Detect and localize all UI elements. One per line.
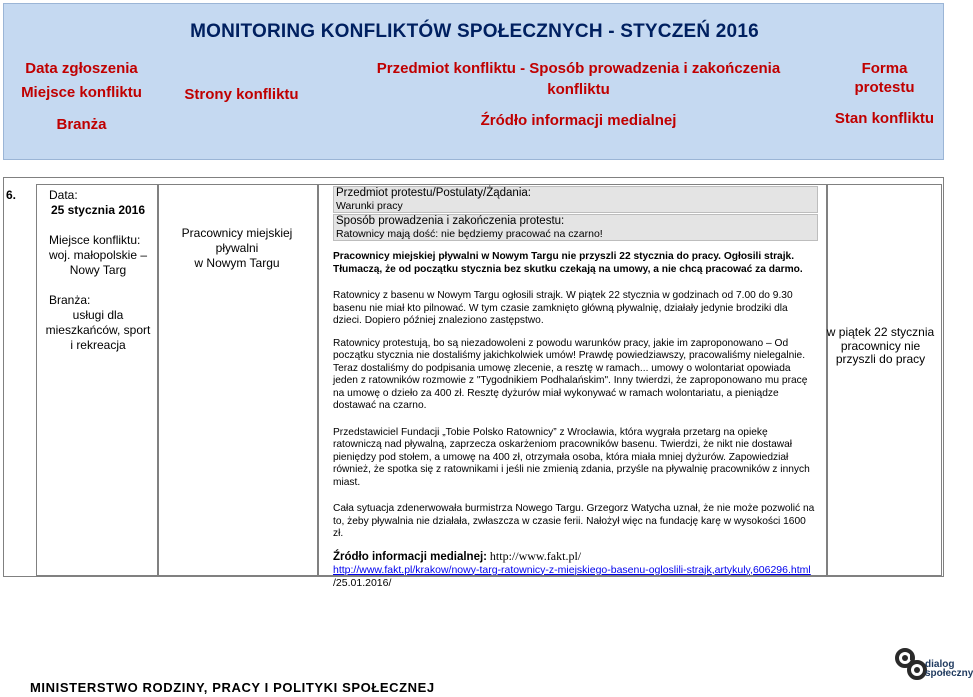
dialog-spoleczny-logo xyxy=(893,646,973,692)
ministry-footer: MINISTERSTWO RODZINY, PRACY I POLITYKI SPOŁECZNEJ xyxy=(30,680,435,695)
method-value: Ratownicy mają dość: nie będziemy pracować na czarno! xyxy=(336,228,603,240)
lead-paragraph: Pracownicy miejskiej pływalni w Nowym Targu nie przyszli 22 stycznia do pracy. Ogłosili strajk. Tłumaczą, że od początku stycznia bez skutku czekają na umowy, a nie chcą pracować za darmo. xyxy=(333,251,803,275)
source-date: /25.01.2016/ xyxy=(333,576,392,589)
body-paragraph-4: Cała sytuacja zdenerwowała burmistrza Nowego Targu. Grzegorz Watycha uznał, że nie może pozwolić na to, żeby pływalnia nie działała, zwłaszcza w czasie ferii. Nałożył więc na fundację karę w wysokości 1600 zł. xyxy=(333,503,815,539)
source-link[interactable]: http://www.fakt.pl/krakow/nowy-targ-ratownicy-z-miejskiego-basenu-ogloslili-strajk,artykuly,606296.html xyxy=(333,563,811,576)
form-line: w piątek 22 stycznia xyxy=(826,325,935,339)
row-number: 6. xyxy=(6,188,17,202)
table-header xyxy=(3,3,944,160)
form-line: pracownicy nie xyxy=(840,338,921,353)
logo-line: dialog xyxy=(925,659,955,670)
subject-content xyxy=(333,186,818,590)
header-form-line2: protestu xyxy=(854,79,915,96)
subject-header: Przedmiot protestu/Postulaty/Żądania: xyxy=(336,187,531,199)
header-source-label: Źródło informacji medialnej xyxy=(480,112,677,129)
source-block xyxy=(333,550,818,590)
method-header: Sposób prowadzenia i zakończenia protestu: xyxy=(336,215,565,227)
header-status-label: Stan konfliktu xyxy=(834,110,935,127)
page-title: MONITORING KONFLIKTÓW SPOŁECZNYCH - STYCZEŃ 2016 xyxy=(190,21,759,42)
place-line: Nowy Targ xyxy=(69,263,127,277)
date-value: 25 stycznia 2016 xyxy=(50,203,146,217)
source-site: http://www.fakt.pl/ xyxy=(489,548,582,563)
logo-line: społeczny xyxy=(925,668,973,679)
header-subject-line1: Przedmiot konfliktu - Sposób prowadzenia i zakończenia xyxy=(376,60,781,77)
header-col-parties xyxy=(163,60,320,161)
header-parties-label: Strony konfliktu xyxy=(184,86,299,103)
header-branch-label: Branża xyxy=(56,116,107,133)
header-place-label: Miejsce konfliktu xyxy=(21,84,142,101)
parties-line: Pracownicy miejskiej pływalni xyxy=(181,226,293,255)
header-date-label: Data zgłoszenia xyxy=(25,60,138,77)
header-form-line1: Forma xyxy=(861,60,908,77)
logo-text xyxy=(925,660,973,678)
header-col-subject xyxy=(326,60,831,161)
protest-form xyxy=(818,326,943,367)
place-label: Miejsce konfliktu: xyxy=(49,233,141,247)
body-paragraph-3: Przedstawiciel Fundacji „Tobie Polsko Ratownicy” z Wrocławia, która wygrała przetarg na opiekę ratowniczą nad pływalną, zaprzecza oskarżeniom pracowników basenu. Twierdzi, że nikt nie dostawał pieniędzy pod stołem, a umowę na 400 zł, otrzymała osoba, która miała mniej dyżurów. Zapowiedział również, że spotka się z ratownikami i jeśli nie zmienią zdania, przyśle na pływalnię pracowników z innych miast. xyxy=(333,426,810,488)
date-place-branch xyxy=(40,188,156,353)
branch-line: i rekreacja xyxy=(70,338,126,352)
logo-emblem-icon xyxy=(893,646,929,692)
body-paragraph-2: Ratownicy protestują, bo są niezadowoleni z powodu warunków pracy, jakie im zaproponowano – Od początku stycznia nie dostaliśmy jakichkolwiek umów! Prawdę powiedziawszy, pracowaliśmy nielegalnie. Teraz dostaliśmy do podpisania umowę zlecenie, a resztę w ramach... umowy o wolontariat opowiada jeden z ratowników rozmowie z "Tygodnikiem Podhalańskim". Inny twierdzi, że zaproponowano mu pracę na umowę o dzieło za 400 zł. Resztę dyżurów miał wykonywać w ramach wolontariatu, a pieniądze dostawać na czarno. xyxy=(333,337,808,411)
cell-form xyxy=(827,184,942,576)
header-subject-line2: konfliktu xyxy=(547,81,610,98)
header-col-date-place-branch xyxy=(10,60,153,161)
body-paragraph-1: Ratownicy z basenu w Nowym Targu ogłosili strajk. W piątek 22 stycznia w godzinach od 7.00 do 9.30 basenu nie miał kto pilnować. W tym czasie zamknięto główną pływalnię, działały jedynie brodziki dla dzieci. Dopiero później znaleziono zastępstwo. xyxy=(333,290,793,326)
form-line: przyszli do pracy xyxy=(835,352,926,366)
parties xyxy=(160,226,314,271)
branch-line: usługi dla xyxy=(72,308,124,322)
place-line: woj. małopolskie – xyxy=(48,248,148,262)
subject-value: Warunki pracy xyxy=(336,200,403,212)
header-col-form xyxy=(822,60,947,161)
parties-line: w Nowym Targu xyxy=(194,256,280,270)
date-label: Data: xyxy=(49,188,78,202)
method-bar xyxy=(333,214,818,241)
branch-line: mieszkańców, sport xyxy=(45,323,151,337)
subject-bar xyxy=(333,186,818,213)
source-label: Źródło informacji medialnej: xyxy=(333,550,487,563)
branch-label: Branża: xyxy=(49,293,91,307)
